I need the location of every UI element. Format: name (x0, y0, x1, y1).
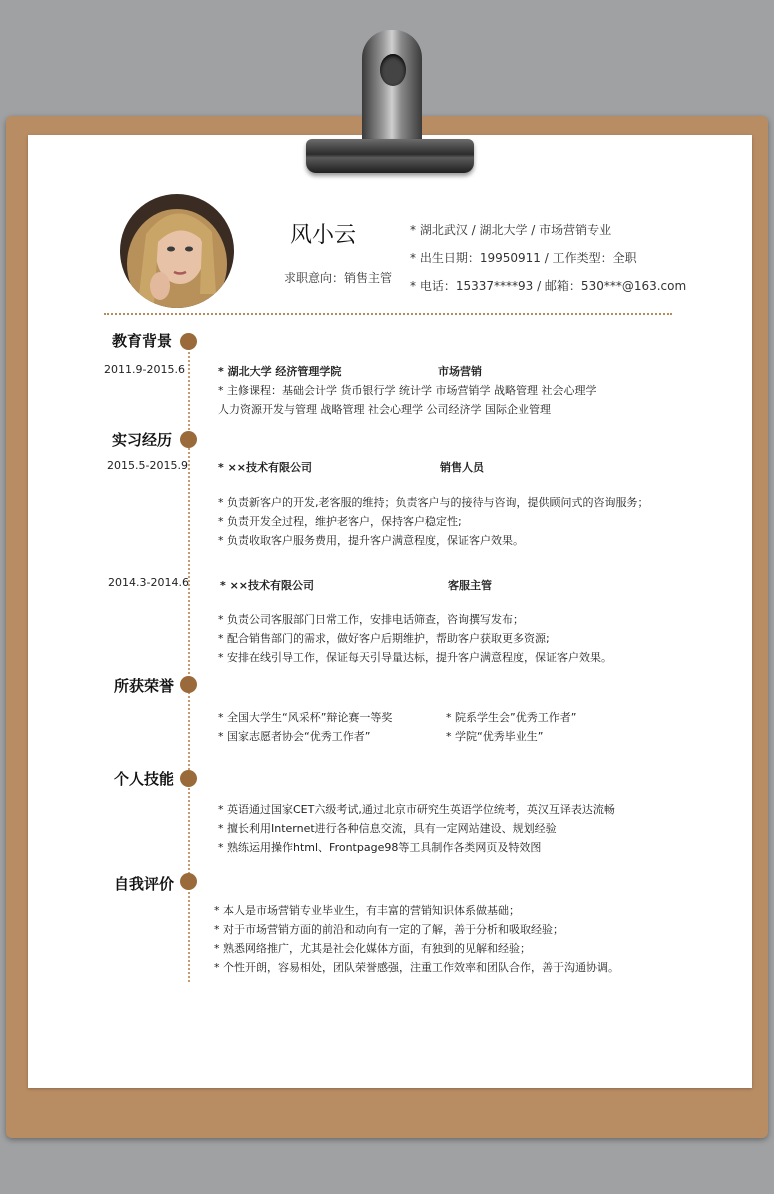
education-school: * 湖北大学 经济管理学院 (218, 365, 342, 378)
job-role: 客服主管 (448, 579, 492, 592)
self-eval-item: * 个性开朗，容易相处，团队荣誉感强，注重工作效率和团队合作，善于沟通协调。 (214, 961, 619, 974)
job-duty: * 负责新客户的开发,老客服的维持；负责客户与的接待与咨询，提供顾问式的咨询服务； (218, 496, 649, 509)
skill-item: * 擅长利用Internet进行各种信息交流，具有一定网站建设、规划经验 (218, 822, 557, 835)
timeline-dot (180, 873, 197, 890)
section-title-education: 教育背景 (112, 332, 173, 350)
binder-clip-arm (362, 30, 422, 146)
section-title-internship: 实习经历 (112, 431, 173, 449)
info-birth: * 出生日期：19950911 / 工作类型：全职 (410, 251, 637, 265)
honor-item: * 国家志愿者协会“优秀工作者” (218, 730, 371, 743)
timeline-dot (180, 333, 197, 350)
skill-item: * 英语通过国家CET六级考试,通过北京市研究生英语学位统考，英汉互译表达流畅 (218, 803, 615, 816)
job-date: 2014.3-2014.6 (108, 576, 189, 589)
self-eval-item: * 熟悉网络推广，尤其是社会化媒体方面，有独到的见解和经验； (214, 942, 531, 955)
job-duty: * 配合销售部门的需求，做好客户后期维护，帮助客户获取更多资源; (218, 632, 550, 645)
education-courses: 人力资源开发与管理 战略管理 社会心理学 公司经济学 国际企业管理 (218, 403, 551, 416)
section-title-self-eval: 自我评价 (114, 875, 175, 893)
job-duty: * 负责公司客服部门日常工作，安排电话筛查，咨询撰写发布； (218, 613, 524, 626)
section-title-honors: 所获荣誉 (114, 677, 175, 695)
header-divider (104, 313, 672, 315)
timeline-dot (180, 770, 197, 787)
job-role: 销售人员 (440, 461, 484, 474)
self-eval-item: * 对于市场营销方面的前沿和动向有一定的了解，善于分析和吸取经验； (214, 923, 564, 936)
honor-item: * 院系学生会”优秀工作者” (446, 711, 577, 724)
job-date: 2015.5-2015.9 (107, 459, 188, 472)
job-duty: * 负责开发全过程，维护老客户，保持客户稳定性; (218, 515, 462, 528)
honor-item: * 学院“优秀毕业生” (446, 730, 544, 743)
candidate-name: 风小云 (290, 223, 357, 248)
skill-item: * 熟练运用操作html、Frontpage98等工具制作各类网页及特效图 (218, 841, 542, 854)
info-location: * 湖北武汉 / 湖北大学 / 市场营销专业 (410, 223, 612, 237)
job-duty: * 负责收取客户服务费用，提升客户满意程度，保证客户效果。 (218, 534, 524, 547)
job-intent: 求职意向：销售主管 (284, 271, 393, 285)
binder-clip-icon (306, 139, 474, 173)
education-courses: * 主修课程：基础会计学 货币银行学 统计学 市场营销学 战略管理 社会心理学 (218, 384, 597, 397)
section-title-skills: 个人技能 (114, 770, 175, 788)
timeline-dot (180, 431, 197, 448)
job-company: * ××技术有限公司 (218, 461, 313, 474)
job-company: * ××技术有限公司 (220, 579, 315, 592)
info-contact: * 电话：15337****93 / 邮箱：530***@163.com (410, 279, 687, 293)
job-duty: * 安排在线引导工作，保证每天引导量达标，提升客户满意程度，保证客户效果。 (218, 651, 612, 664)
honor-item: * 全国大学生“风采杯”辩论赛一等奖 (218, 711, 393, 724)
education-date: 2011.9-2015.6 (104, 363, 185, 376)
binder-clip-hole (380, 54, 406, 86)
education-major: 市场营销 (438, 365, 482, 378)
timeline-dot (180, 676, 197, 693)
avatar (120, 194, 234, 308)
self-eval-item: * 本人是市场营销专业毕业生，有丰富的营销知识体系做基础； (214, 904, 520, 917)
